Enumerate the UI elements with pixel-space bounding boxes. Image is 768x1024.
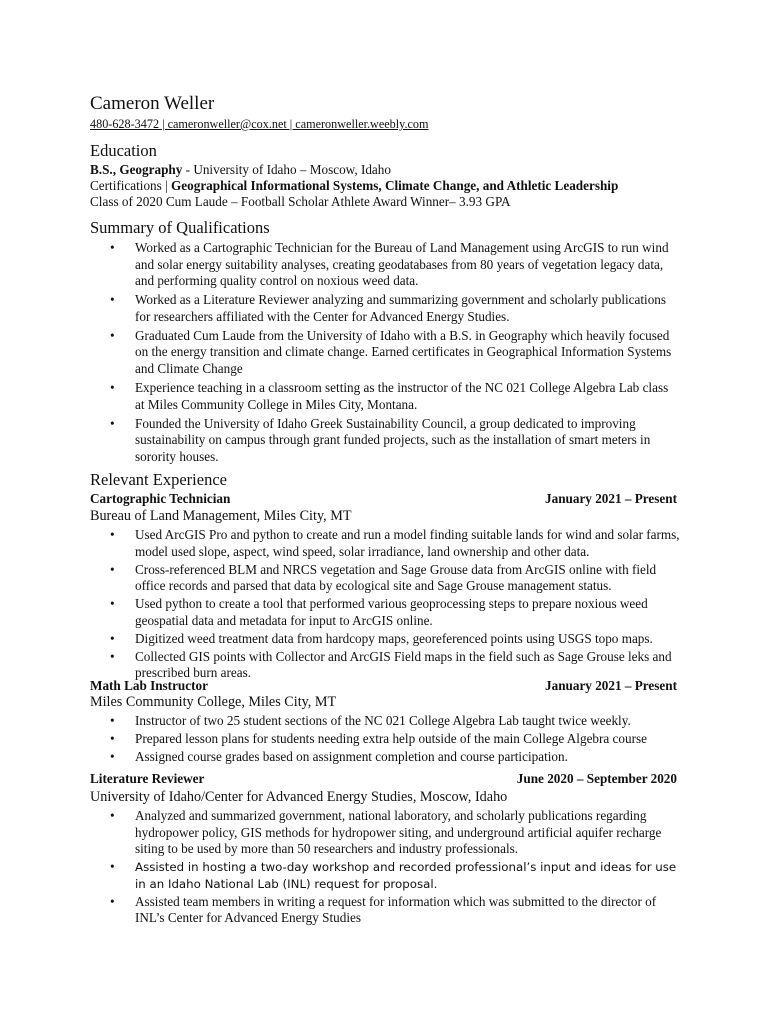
list-item-text: Assisted in hosting a two-day workshop and recorded professional’s input and ideas for use in an Idaho National Lab (INL) request for proposal. bbox=[135, 860, 677, 891]
list-item bbox=[110, 649, 685, 682]
bullet: • bbox=[110, 713, 115, 728]
candidate-name: Cameron Weller bbox=[90, 93, 215, 114]
job-dates: June 2020 – September 2020 bbox=[516, 771, 677, 786]
job-duties-list bbox=[110, 527, 685, 683]
list-item bbox=[110, 380, 680, 413]
job-duties-list bbox=[110, 713, 685, 767]
list-item-text: Prepared lesson plans for students needing extra help outside of the main College Algebra course bbox=[135, 730, 647, 746]
list-item-text: Assigned course grades based on assignment completion and course participation. bbox=[135, 748, 568, 764]
list-item bbox=[110, 240, 680, 290]
list-item bbox=[110, 416, 680, 466]
job-title-row bbox=[90, 678, 677, 694]
list-item-text: Cross-referenced BLM and NRCS vegetation and Sage Grouse data from ArcGIS online with field office records and parsed that data by ecological site and Sage Grouse management status. bbox=[135, 561, 657, 594]
bullet: • bbox=[110, 630, 115, 646]
list-item bbox=[110, 292, 680, 325]
degree: B.S., Geography bbox=[90, 162, 183, 177]
bullet: • bbox=[110, 808, 115, 823]
list-item bbox=[110, 731, 685, 748]
certifications-value: Geographical Informational Systems, Climate Change, and Athletic Leadership bbox=[171, 178, 619, 193]
list-item-text: Worked as a Literature Reviewer analyzing and summarizing government and scholarly publications for researchers affiliated with the Center for Advanced Energy Studies. bbox=[135, 292, 667, 324]
job-organization: Bureau of Land Management, Miles City, MT bbox=[90, 508, 352, 524]
bullet: • bbox=[110, 748, 115, 764]
summary-heading: Summary of Qualifications bbox=[90, 218, 270, 237]
summary-list bbox=[110, 240, 680, 468]
list-item-text: Assisted team members in writing a request for information which was submitted to the director of INL’s Center for Advanced Energy Studies bbox=[135, 893, 657, 926]
bullet: • bbox=[110, 596, 115, 612]
bullet: • bbox=[110, 527, 115, 542]
bullet: • bbox=[110, 379, 115, 395]
list-item bbox=[110, 562, 685, 595]
job-title-row bbox=[90, 771, 677, 787]
list-item-text: Founded the University of Idaho Greek Sustainability Council, a group dedicated to improving sustainability on campus through grant funded projects, such as the installation of smart meters in sorority houses. bbox=[135, 415, 651, 464]
list-item-text: Digitized weed treatment data from hardcopy maps, georeferenced points using USGS topo maps. bbox=[135, 630, 653, 646]
bullet: • bbox=[110, 415, 115, 431]
bullet: • bbox=[110, 561, 115, 577]
list-item bbox=[110, 859, 685, 892]
job-duties-list bbox=[110, 808, 685, 928]
bullet: • bbox=[110, 648, 115, 664]
list-item bbox=[110, 328, 680, 378]
bullet: • bbox=[110, 893, 115, 909]
job-dates: January 2021 – Present bbox=[545, 678, 677, 693]
list-item bbox=[110, 894, 685, 927]
bullet: • bbox=[110, 240, 115, 255]
list-item-text: Used python to create a tool that performed various geoprocessing steps to prepare noxious weed geospatial data and metadata for input to ArcGIS online. bbox=[135, 596, 648, 628]
list-item bbox=[110, 596, 685, 629]
bullet: • bbox=[110, 292, 115, 308]
bullet: • bbox=[110, 327, 115, 343]
list-item bbox=[110, 808, 685, 858]
job-title-row bbox=[90, 491, 677, 507]
contact-line[interactable]: 480-628-3472 | cameronweller@cox.net | cameronweller.weebly.com bbox=[90, 117, 429, 131]
job-organization: Miles Community College, Miles City, MT bbox=[90, 694, 337, 710]
list-item-text: Worked as a Cartographic Technician for the Bureau of Land Management using ArcGIS to run wind and solar energy suitability analyses, creating geodatabases from 80 years of vegetation legacy data, and performing quality control on noxious weed data. bbox=[135, 240, 669, 289]
class-line: Class of 2020 Cum Laude – Football Scholar Athlete Award Winner– 3.93 GPA bbox=[90, 194, 511, 209]
bullet: • bbox=[110, 730, 115, 746]
list-item-text: Experience teaching in a classroom setting as the instructor of the NC 021 College Algebra Lab class at Miles Community College in Miles City, Montana. bbox=[135, 379, 669, 412]
list-item-text: Collected GIS points with Collector and ArcGIS Field maps in the field such as Sage Grouse leks and prescribed burn areas. bbox=[135, 648, 672, 681]
list-item bbox=[110, 631, 685, 648]
job-title: Literature Reviewer bbox=[90, 771, 205, 786]
list-item-text: Used ArcGIS Pro and python to create and run a model finding suitable lands for wind and solar farms, model used slope, aspect, wind speed, solar irradiance, land ownership and other data. bbox=[135, 527, 680, 559]
bullet: • bbox=[110, 859, 115, 875]
degree-line bbox=[90, 162, 391, 178]
list-item bbox=[110, 527, 685, 560]
experience-heading: Relevant Experience bbox=[90, 470, 227, 489]
certifications-label: Certifications | bbox=[90, 178, 172, 193]
job-title: Cartographic Technician bbox=[90, 491, 231, 506]
list-item bbox=[110, 713, 685, 730]
list-item-text: Analyzed and summarized government, national laboratory, and scholarly publications regarding hydropower policy, GIS methods for hydropower siting, and underground artificial aquifer recharge siting to be used by more than 50 researchers and industry professionals. bbox=[135, 808, 662, 857]
job-title: Math Lab Instructor bbox=[90, 678, 208, 693]
job-organization: University of Idaho/Center for Advanced Energy Studies, Moscow, Idaho bbox=[90, 789, 508, 805]
list-item bbox=[110, 749, 685, 766]
list-item-text: Instructor of two 25 student sections of the NC 021 College Algebra Lab taught twice weekly. bbox=[135, 713, 631, 728]
certifications-line bbox=[90, 178, 618, 194]
job-dates: January 2021 – Present bbox=[545, 491, 677, 506]
school: - University of Idaho – Moscow, Idaho bbox=[182, 162, 391, 177]
education-heading: Education bbox=[90, 141, 157, 160]
list-item-text: Graduated Cum Laude from the University of Idaho with a B.S. in Geography which heavily focused on the energy transition and climate change. Earned certificates in Geographical Information Systems and Climate Change bbox=[135, 327, 672, 376]
